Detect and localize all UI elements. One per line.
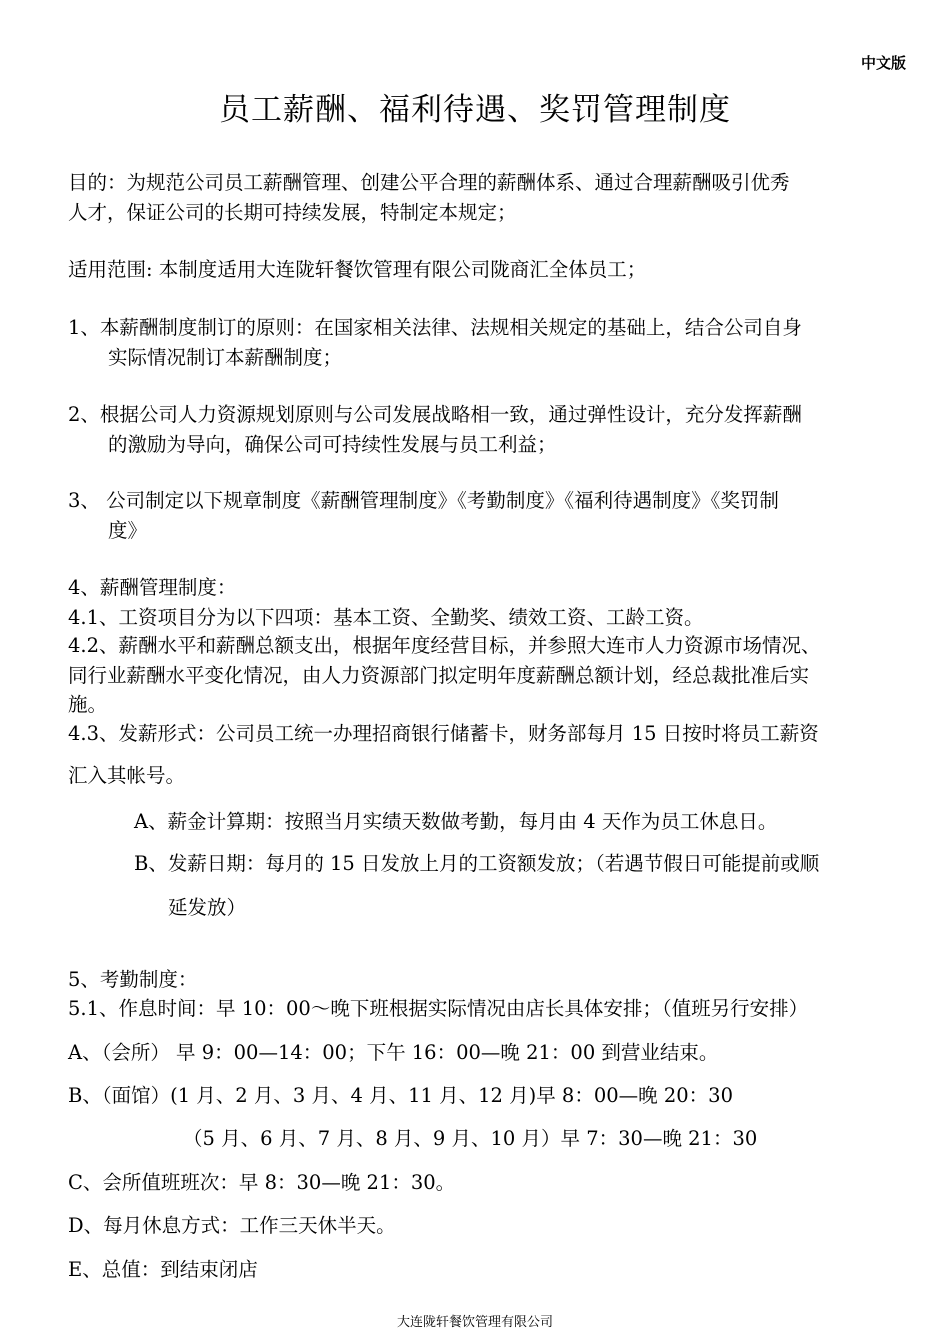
item-2-line-1: 2、根据公司人力资源规划原则与公司发展战略相一致，通过弹性设计，充分发挥薪酬 (68, 403, 802, 426)
section-4-a: A、薪金计算期：按照当月实绩天数做考勤，每月由 4 天作为员工休息日。 (134, 810, 778, 833)
section-4-2-line-2: 同行业薪酬水平变化情况，由人力资源部门拟定明年度薪酬总额计划，经总裁批准后实 (68, 664, 810, 687)
scope-text: 适用范围: 本制度适用大连陇轩餐饮管理有限公司陇商汇全体员工； (68, 258, 647, 281)
section-4-3-line-1: 4.3、发薪形式：公司员工统一办理招商银行储蓄卡，财务部每月 15 日按时将员工薪资 (68, 722, 819, 745)
section-5-1: 5.1、作息时间：早 10：00～晚下班根据实际情况由店长具体安排；（值班另行安排） (68, 997, 809, 1020)
section-5-c: C、会所值班班次：早 8：30—晚 21：30。 (68, 1171, 456, 1194)
document-title: 员工薪酬、福利待遇、奖罚管理制度 (219, 92, 731, 128)
item-3-line-2: 度》 (108, 519, 148, 542)
section-5-d: D、每月休息方式：工作三天休半天。 (68, 1214, 396, 1237)
section-5-heading: 5、考勤制度： (68, 968, 198, 991)
footer-company: 大连陇轩餐饮管理有限公司 (396, 1315, 553, 1330)
purpose-line-2: 人才，保证公司的长期可持续发展，特制定本规定； (68, 201, 517, 224)
section-4-2-line-3: 施。 (68, 693, 108, 716)
section-5-b-line-1: B、（面馆）(1 月、2 月、3 月、4 月、11 月、12 月)早 8：00—晚 20：30 (68, 1084, 733, 1107)
item-3-line-1: 3、 公司制定以下规章制度《薪酬管理制度》《考勤制度》《福利待遇制度》《奖罚制 (68, 489, 779, 512)
section-4-3-line-2: 汇入其帐号。 (68, 764, 186, 787)
section-5-b-line-2: （5 月、6 月、7 月、8 月、9 月、10 月）早 7：30—晚 21：30 (183, 1127, 758, 1150)
section-4-1: 4.1、工资项目分为以下四项：基本工资、全勤奖、绩效工资、工龄工资。 (68, 606, 704, 629)
item-2-line-2: 的激励为导向，确保公司可持续性发展与员工利益； (108, 433, 557, 456)
purpose-line-1: 目的：为规范公司员工薪酬管理、创建公平合理的薪酬体系、通过合理薪酬吸引优秀 (68, 171, 790, 194)
section-5-a: A、（会所） 早 9：00—14：00；下午 16：00—晚 21：00 到营业结束。 (68, 1041, 719, 1064)
item-1-line-2: 实际情况制订本薪酬制度； (108, 346, 343, 369)
section-4-2-line-1: 4.2、薪酬水平和薪酬总额支出，根据年度经营目标，并参照大连市人力资源市场情况、 (68, 634, 821, 657)
section-4-heading: 4、薪酬管理制度： (68, 576, 237, 599)
section-4-b-line-1: B、发薪日期：每月的 15 日发放上月的工资额发放；（若遇节假日可能提前或顺 (134, 852, 820, 875)
section-5-e: E、总值：到结束闭店 (68, 1258, 258, 1281)
section-4-b-line-2: 延发放） (168, 896, 247, 919)
item-1-line-1: 1、本薪酬制度制订的原则：在国家相关法律、法规相关规定的基础上，结合公司自身 (68, 316, 802, 339)
edition-label: 中文版 (860, 54, 906, 72)
